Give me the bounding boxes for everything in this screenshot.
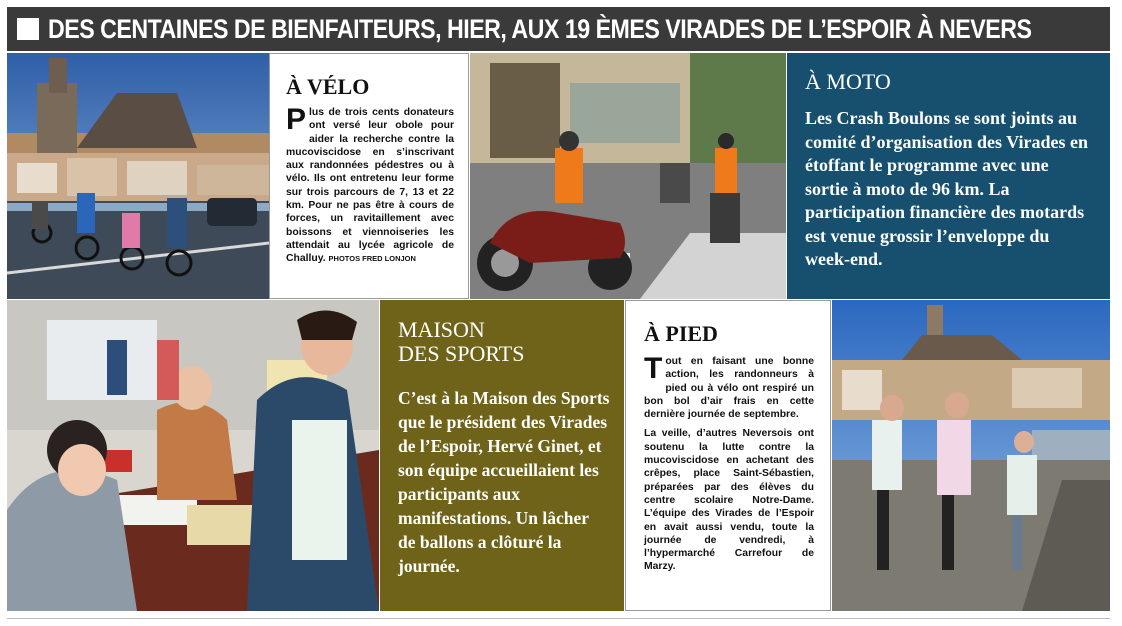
photo-cyclists [7,53,269,299]
pied-paragraph-1 [644,352,814,421]
pied-paragraph-2: La veille, d’autres Neversois ont soutenu la lutte contre la mucoviscidose en achetant des crêpes, place Saint-Sébastien, préparées par des élèves du centre scolaire Notre-Dame. L’équipe des Virades de l’Espoir en avait aussi vendu, toute la journée de vendredi, à l’hypermarché Carrefour de Marzy. [644,428,814,573]
velo-heading: À VÉLO [286,74,370,99]
page-title: DES CENTAINES DE BIENFAITEURS, HIER, AUX 19 ÈMES VIRADES DE L’ESPOIR À NEVERS [48,13,1032,44]
velo-body-paragraph [286,103,454,266]
pied-dropcap: T [644,352,663,385]
maison-body: C’est à la Maison des Sports que le président des Virades de l’Espoir, Hervé Ginet, et son équipe accueillaient les participants aux manifestations. Un lâcher de ballons a clôturé la journée. [398,388,610,576]
photo-motorcycles [470,53,786,299]
pied-heading: À PIED [644,321,718,346]
velo-dropcap: P [286,103,307,136]
article-velo [269,53,469,299]
velo-body: lus de trois cents donateurs ont versé leur obole pour aider la recherche contre la mucoviscidose en s’inscrivant aux randonnées pédestres ou à vélo. Ils ont entretenu leur forme sur trois parcours de 7, 13 et 22 km. Pour ne pas être à cours de forces, un ravitaillement avec boissons et viennoiseries les attendait au lycée agricole de Challuy. [286,107,454,265]
moto-body: Les Crash Boulons se sont joints au comité d’organisation des Virades en étoffant le programme avec une sortie à moto de 96 km. La participation financière des motards est venue grossir l’enveloppe du week-end. [805,108,1088,269]
header-banner [7,7,1110,51]
article-pied [625,300,831,611]
photo-walkers [832,300,1110,611]
moto-heading: À MOTO [805,69,891,94]
maison-heading-line1: MAISON [398,317,485,342]
article-moto [787,53,1110,299]
maison-heading-line2: DES SPORTS [398,341,525,366]
photo-credit: PHOTOS FRED LONJON [328,254,416,264]
photo-reception [7,300,379,611]
article-maison-des-sports [380,300,624,611]
square-bullet-icon [17,18,39,40]
pied-para1: out en faisant une bonne action, les randonneurs à pied ou à vélo ont respiré un bon bol d’air frais en cette dernière journée de septembre. [644,356,814,421]
bottom-rule [7,618,1110,619]
maison-heading [398,318,610,366]
